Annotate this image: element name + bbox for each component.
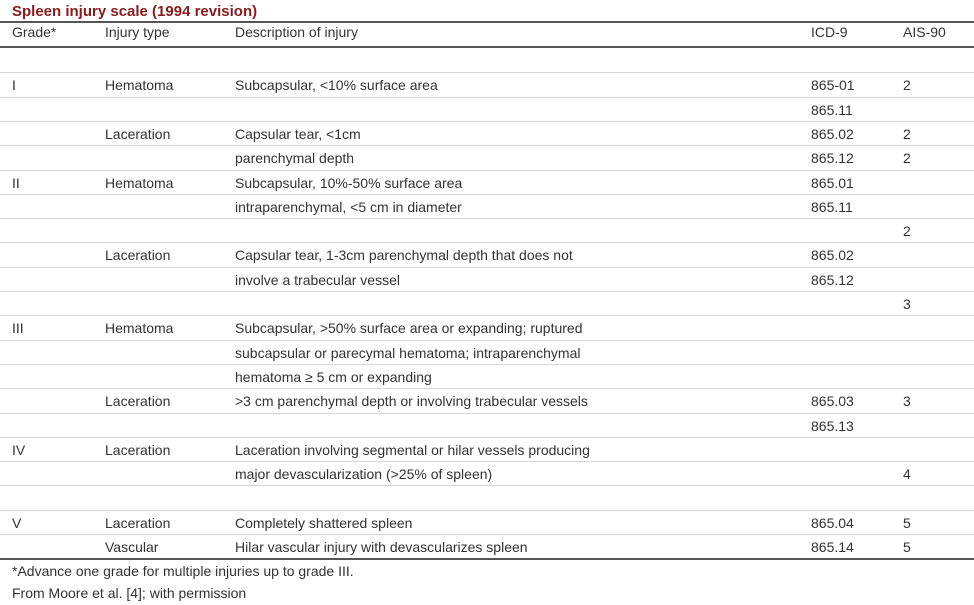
table-row: [0, 146, 974, 170]
table-title: Spleen injury scale (1994 revision): [12, 3, 258, 20]
icd9-cell: 865.12: [811, 150, 854, 166]
ais90-cell: 3: [903, 393, 911, 409]
footnote-grade: *Advance one grade for multiple injuries up to grade III.: [12, 563, 354, 579]
grade-cell: V: [12, 515, 22, 531]
injury-type-cell: Hematoma: [105, 320, 174, 336]
icd9-cell: 865.11: [811, 102, 853, 118]
header-description: Description of injury: [235, 24, 358, 40]
description-cell: intraparenchymal, <5 cm in diameter: [235, 199, 462, 215]
icd9-cell: 865.03: [811, 393, 854, 409]
table-row: [0, 341, 974, 365]
injury-type-cell: Laceration: [105, 442, 171, 458]
table-row: [0, 486, 974, 510]
table-row: [0, 535, 974, 559]
table-row: [0, 511, 974, 535]
table-row: [0, 389, 974, 413]
header-icd9: ICD-9: [811, 24, 848, 40]
icd9-cell: 865.01: [811, 175, 854, 191]
ais90-cell: 2: [903, 77, 911, 93]
table-row: [0, 49, 974, 73]
header-injury-type: Injury type: [105, 24, 170, 40]
description-cell: Subcapsular, <10% surface area: [235, 77, 438, 93]
description-cell: parenchymal depth: [235, 150, 355, 166]
table-row: [0, 122, 974, 146]
description-cell: involve a trabecular vessel: [235, 272, 400, 288]
description-cell: Capsular tear, <1cm: [235, 126, 361, 142]
table-row: [0, 292, 974, 316]
grade-cell: III: [12, 320, 24, 336]
table-row: [0, 98, 974, 122]
injury-type-cell: Laceration: [105, 515, 171, 531]
grade-cell: I: [12, 77, 16, 93]
description-cell: Hilar vascular injury with devascularizes spleen: [235, 539, 528, 555]
ais90-cell: 2: [903, 223, 911, 239]
injury-type-cell: Hematoma: [105, 77, 174, 93]
table-bottom-rule: [0, 558, 974, 560]
header-bottom-rule: [0, 46, 974, 48]
table-row: [0, 195, 974, 219]
ais90-cell: 5: [903, 515, 911, 531]
table-row: [0, 462, 974, 486]
table-row: [0, 365, 974, 389]
description-cell: major devascularization (>25% of spleen): [235, 466, 493, 482]
injury-type-cell: Laceration: [105, 126, 171, 142]
injury-type-cell: Laceration: [105, 393, 171, 409]
icd9-cell: 865.12: [811, 272, 854, 288]
table-row: [0, 316, 974, 340]
grade-cell: II: [12, 175, 20, 191]
table-row: [0, 414, 974, 438]
ais90-cell: 2: [903, 126, 911, 142]
description-cell: Completely shattered spleen: [235, 515, 413, 531]
icd9-cell: 865.02: [811, 247, 854, 263]
description-cell: subcapsular or parecymal hematoma; intraparenchymal: [235, 345, 581, 361]
footnote-source: From Moore et al. [4]; with permission: [12, 585, 247, 601]
icd9-cell: 865.13: [811, 418, 854, 434]
ais90-cell: 5: [903, 539, 911, 555]
icd9-cell: 865.11: [811, 199, 853, 215]
description-cell: Laceration involving segmental or hilar vessels producing: [235, 442, 590, 458]
icd9-cell: 865-01: [811, 77, 855, 93]
icd9-cell: 865.04: [811, 515, 854, 531]
description-cell: hematoma ≥ 5 cm or expanding: [235, 369, 432, 385]
ais90-cell: 4: [903, 466, 911, 482]
ais90-cell: 3: [903, 296, 911, 312]
table-row: [0, 171, 974, 195]
description-cell: Subcapsular, >50% surface area or expanding; ruptured: [235, 320, 583, 336]
injury-type-cell: Vascular: [105, 539, 159, 555]
header-grade: Grade*: [12, 24, 57, 40]
table-row: [0, 219, 974, 243]
icd9-cell: 865.02: [811, 126, 854, 142]
description-cell: Capsular tear, 1-3cm parenchymal depth that does not: [235, 247, 573, 263]
table-row: [0, 243, 974, 267]
header-ais90: AIS-90: [903, 24, 946, 40]
table-row: [0, 268, 974, 292]
ais90-cell: 2: [903, 150, 911, 166]
table-row: [0, 438, 974, 462]
grade-cell: IV: [12, 442, 26, 458]
injury-type-cell: Hematoma: [105, 175, 174, 191]
description-cell: >3 cm parenchymal depth or involving trabecular vessels: [235, 393, 588, 409]
description-cell: Subcapsular, 10%-50% surface area: [235, 175, 463, 191]
table-row: [0, 73, 974, 97]
injury-type-cell: Laceration: [105, 247, 171, 263]
icd9-cell: 865.14: [811, 539, 854, 555]
